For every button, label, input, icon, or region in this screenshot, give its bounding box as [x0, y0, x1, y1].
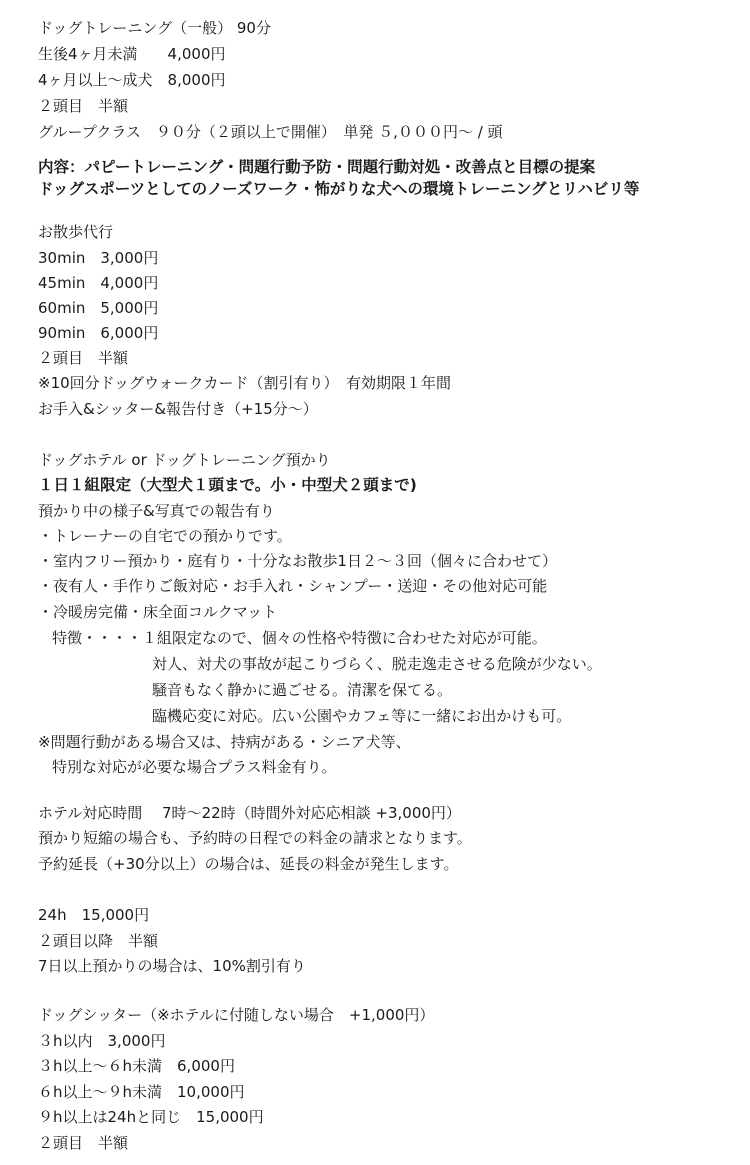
sitter-title: ドッグシッター（※ホテルに付随しない場合 +1,000円）	[38, 1006, 435, 1024]
walk-card: ※10回分ドッグウォークカード（割引有り） 有効期限１年間	[38, 374, 451, 392]
hotel-limit: １日１組限定（大型犬１頭まで。小・中型犬２頭まで)	[38, 476, 417, 494]
hotel-bullet-2: ・室内フリー預かり・庭有り・十分なお散歩1日２〜３回（個々に合わせて）	[38, 552, 557, 570]
hotel-feature-line-2: 騒音もなく静かに過ごせる。清潔を保てる。	[152, 681, 453, 699]
hotel-second-dog: ２頭目以降 半額	[38, 932, 159, 950]
hotel-bullet-4: ・冷暖房完備・床全面コルクマット	[38, 603, 278, 621]
sitter-price-3h-6h: ３h以上〜６h未満 6,000円	[38, 1057, 235, 1075]
walk-price-45: 45min 4,000円	[38, 274, 159, 292]
training-second-dog: ２頭目 半額	[38, 97, 129, 115]
walk-second-dog: ２頭目 半額	[38, 349, 129, 367]
hotel-feature-line-1: 対人、対犬の事故が起こりづらく、脱走逸走させる危険が少ない。	[152, 655, 602, 673]
training-title: ドッグトレーニング（一般） 90分	[38, 19, 271, 37]
sitter-price-under-3h: ３h以内 3,000円	[38, 1032, 166, 1050]
hotel-bullet-3: ・夜有人・手作りご飯対応・お手入れ・シャンプー・送迎・その他対応可能	[38, 577, 548, 595]
walk-care: お手入&シッター&報告付き（+15分〜）	[38, 400, 318, 418]
hotel-hours: ホテル対応時間 7時〜22時（時間外対応応相談 +3,000円）	[38, 804, 461, 822]
content-line-2: ドッグスポーツとしてのノーズワーク・怖がりな犬への環境トレーニングとリハビリ等	[38, 180, 640, 198]
hotel-title: ドッグホテル or ドッグトレーニング預かり	[38, 451, 331, 469]
content-line-1: 内容：パピートレーニング・問題行動予防・問題行動対処・改善点と目標の提案	[38, 158, 596, 176]
hotel-note-2: 特別な対応が必要な場合プラス料金有り。	[52, 758, 337, 776]
hotel-bullet-1: ・トレーナーの自宅での預かりです。	[38, 527, 292, 545]
sitter-price-over-9h: ９h以上は24hと同じ 15,000円	[38, 1108, 264, 1126]
hotel-discount: 7日以上預かりの場合は、10%割引有り	[38, 957, 306, 975]
training-group-class: グループクラス ９０分（２頭以上で開催） 単発 ５,０００円〜 / 頭	[38, 123, 503, 141]
training-price-under-4-months: 生後4ヶ月未満 4,000円	[38, 45, 226, 63]
hotel-extend: 予約延長（+30分以上）の場合は、延長の料金が発生します。	[38, 855, 459, 873]
walk-title: お散歩代行	[38, 223, 114, 241]
hotel-price-24h: 24h 15,000円	[38, 906, 150, 924]
walk-price-90: 90min 6,000円	[38, 324, 159, 342]
training-price-over-4-months: 4ヶ月以上〜成犬 8,000円	[38, 71, 226, 89]
hotel-shorten: 預かり短縮の場合も、予約時の日程での料金の請求となります。	[38, 829, 472, 847]
hotel-feature-head: 特徴・・・・１組限定なので、個々の性格や特徴に合わせた対応が可能。	[52, 629, 547, 647]
walk-price-60: 60min 5,000円	[38, 299, 159, 317]
sitter-second-dog: ２頭目 半額	[38, 1134, 129, 1152]
walk-price-30: 30min 3,000円	[38, 249, 159, 267]
hotel-report: 預かり中の様子&写真での報告有り	[38, 502, 275, 520]
hotel-note-1: ※問題行動がある場合又は、持病がある・シニア犬等、	[38, 733, 411, 751]
hotel-feature-line-3: 臨機応変に対応。広い公園やカフェ等に一緒にお出かけも可。	[152, 707, 572, 725]
sitter-price-6h-9h: ６h以上〜９h未満 10,000円	[38, 1083, 245, 1101]
